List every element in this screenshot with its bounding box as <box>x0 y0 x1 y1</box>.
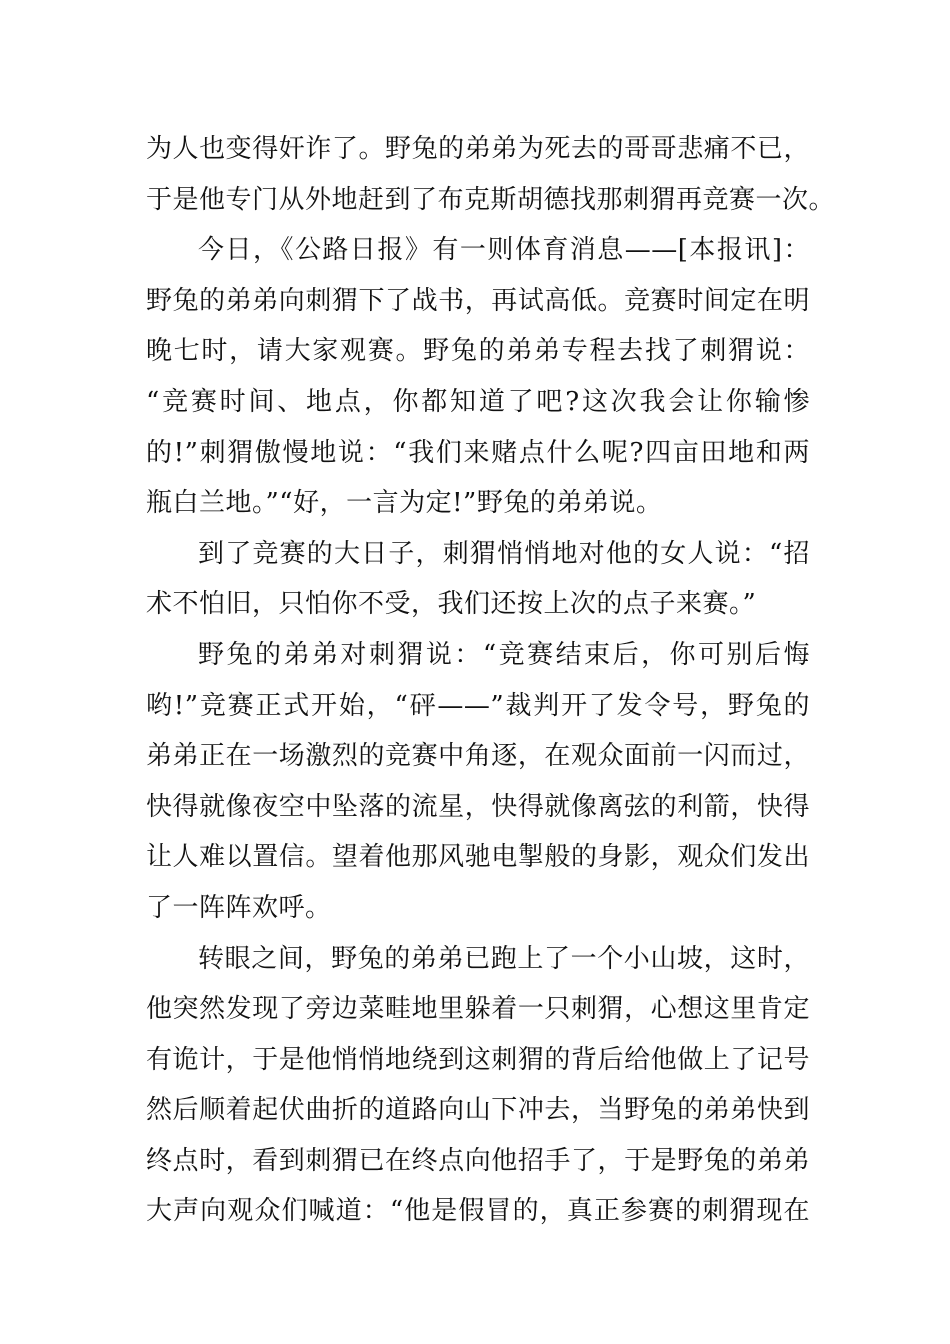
text-line: 弟弟正在一场激烈的竞赛中角逐，在观众面前一闪而过， <box>146 741 810 772</box>
text-line: 让人难以置信。望着他那风驰电掣般的身影，观众们发出 <box>146 842 810 873</box>
text-line: “竞赛时间、地点，你都知道了吧?这次我会让你输惨 <box>146 386 810 417</box>
text-line: 瓶白兰地。”“好，一言为定!”野兔的弟弟说。 <box>146 488 663 519</box>
text-line: 野兔的弟弟向刺猬下了战书，再试高低。竞赛时间定在明 <box>146 285 810 316</box>
text-line: 然后顺着起伏曲折的道路向山下冲去，当野兔的弟弟快到 <box>146 1095 810 1126</box>
text-line: 今日，《公路日报》有一则体育消息——[本报讯]： <box>198 235 810 266</box>
text-line: 到了竞赛的大日子，刺猬悄悄地对他的女人说：“招 <box>198 538 810 569</box>
text-line: 晚七时，请大家观赛。野兔的弟弟专程去找了刺猬说： <box>146 336 810 367</box>
text-line: 于是他专门从外地赶到了布克斯胡德找那刺猬再竞赛一次。 <box>146 184 836 215</box>
text-line: 终点时，看到刺猬已在终点向他招手了，于是野兔的弟弟 <box>146 1145 810 1176</box>
text-line: 术不怕旧，只怕你不受，我们还按上次的点子来赛。” <box>146 589 757 620</box>
text-line: 转眼之间，野兔的弟弟已跑上了一个小山坡，这时， <box>198 943 810 974</box>
text-line: 大声向观众们喊道：“他是假冒的，真正参赛的刺猬现在 <box>146 1196 810 1227</box>
text-line: 快得就像夜空中坠落的流星，快得就像离弦的利箭，快得 <box>146 791 810 822</box>
text-line: 哟!”竞赛正式开始，“砰——”裁判开了发令号，野兔的 <box>146 690 810 721</box>
body-text <box>146 124 836 1237</box>
text-line: 了一阵阵欢呼。 <box>146 892 332 923</box>
text-line: 有诡计，于是他悄悄地绕到这刺猬的背后给他做上了记号 <box>146 1044 810 1075</box>
text-line: 为人也变得奸诈了。野兔的弟弟为死去的哥哥悲痛不已， <box>146 134 810 164</box>
text-line: 他突然发现了旁边菜畦地里躲着一只刺猬，心想这里肯定 <box>146 994 810 1025</box>
text-line: 的!”刺猬傲慢地说：“我们来赌点什么呢?四亩田地和两 <box>146 437 810 468</box>
text-line: 野兔的弟弟对刺猬说：“竞赛结束后，你可别后悔 <box>198 639 810 670</box>
